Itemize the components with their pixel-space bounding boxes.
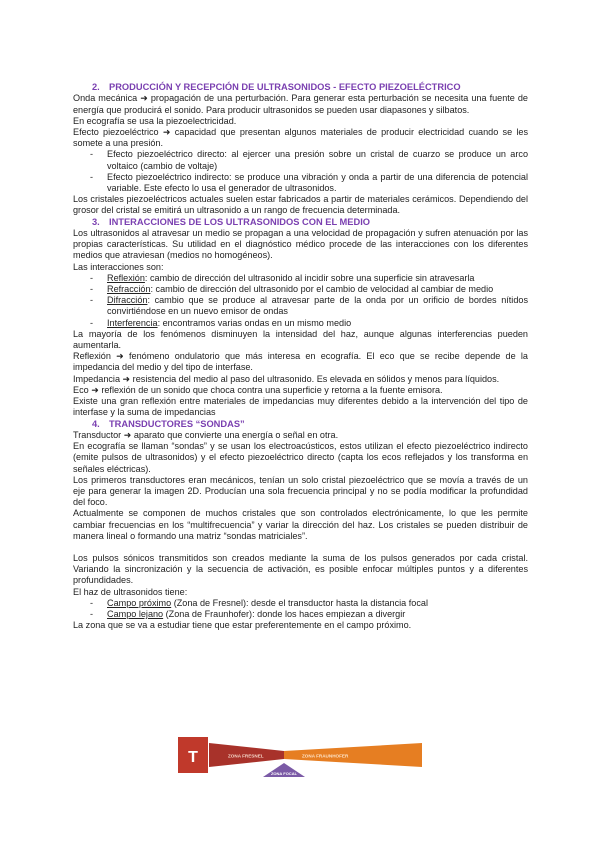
- list-item: - Interferencia: encontramos varias ondas en un mismo medio: [90, 317, 352, 328]
- section-4-heading: 4. TRANSDUCTORES “SONDAS”: [92, 418, 245, 429]
- list-item: - Difracción: cambio que se produce al atravesar parte de la onda por un orificio de bordes nítidos convirtiéndose en un nuevo emisor de ondas: [90, 295, 528, 317]
- paragraph: La mayoría de los fenómenos disminuyen la intensidad del haz, aunque algunas interferencias pueden aumentarla.: [73, 328, 528, 351]
- bullet-list: [73, 598, 528, 620]
- paragraph: Los pulsos sónicos transmitidos son creados mediante la suma de los pulsos generados por cada cristal. Variando la sincronización y la secuencia de activación, es posible enfocar múltiples puntos y a diferentes profundidades.: [73, 552, 528, 586]
- paragraph: Actualmente se componen de muchos cristales que son controlados electrónicamente, lo que les permite cambiar frecuencias en los “multifrecuencia” y variar la dirección del haz. Los cristales se pueden distribuir de manera lineal o formando una matriz “sondas matriciales”.: [73, 508, 528, 541]
- list-item: - Refracción: cambio de dirección del ultrasonido por el cambio de velocidad al cambiar de medio: [90, 284, 494, 295]
- near-field-label: ZONA FRESNEL: [228, 753, 264, 759]
- section-3-heading: 3. INTERACCIONES DE LOS ULTRASONIDOS CON EL MEDIO: [92, 216, 371, 227]
- paragraph: Los cristales piezoeléctricos actuales suelen estar fabricados a partir de materiales cerámicos. Dependiendo del grosor del cristal se emitirá un ultrasonido a un rango de frecuencia determinada.: [73, 194, 528, 216]
- list-item: - Campo próximo (Zona de Fresnel): desde el transductor hasta la distancia focal: [90, 597, 428, 608]
- paragraph: En ecografía se usa la piezoelectricidad.: [73, 115, 237, 126]
- ultrasound-beam-diagram: [178, 737, 422, 801]
- paragraph: Las interacciones son:: [73, 261, 164, 272]
- far-field-label: ZONA FRAUNHOFER: [302, 753, 349, 759]
- list-item: - Efecto piezoeléctrico indirecto: se produce una vibración y onda a partir de una diferencia de potencial variable. Este efecto lo usa el generador de ultrasonidos.: [90, 171, 528, 194]
- paragraph: Onda mecánica ➜ propagación de una perturbación. Para generar esta perturbación se necesita una fuente de energía que producirá el sonido. Para producir ultrasonidos se pueden usar diapasones y silbatos.: [73, 93, 528, 115]
- transducer-letter: T: [188, 749, 198, 766]
- paragraph: Reflexión ➜ fenómeno ondulatorio que más interesa en ecografía. El eco que se recibe depende de la impedancia del medio y del tipo de interfase.: [73, 351, 528, 373]
- paragraph: En ecografía se llaman “sondas” y se usan los electroacústicos, estos utilizan el efecto piezoeléctrico indirecto (emite pulsos de ultrasonidos) y el efecto piezoeléctrico directo (capta los ecos reflejados y los transforma en señales eléctricas).: [73, 441, 528, 474]
- bullet-list: [73, 149, 528, 194]
- paragraph: Impedancia ➜ resistencia del medio al paso del ultrasonido. Es elevada en sólidos y menos para líquidos.: [73, 373, 500, 384]
- section-2-heading: 2. PRODUCCIÓN Y RECEPCIÓN DE ULTRASONIDOS - EFECTO PIEZOELÉCTRICO: [92, 82, 461, 92]
- focal-zone-label: ZONA FOCAL: [270, 771, 298, 776]
- list-item: - Efecto piezoeléctrico directo: al ejercer una presión sobre un cristal de cuarzo se produce un arco voltaico (cambio de voltaje): [90, 149, 528, 171]
- paragraph: Transductor ➜ aparato que convierte una energía o señal en otra.: [73, 429, 339, 440]
- paragraph: Los primeros transductores eran mecánicos, tenían un solo cristal piezoeléctrico que se movía a través de un eje para generar la imagen 2D. Producían una sola frecuencia principal y no se podía modificar la profundidad del foco.: [73, 474, 528, 508]
- paragraph: Efecto piezoeléctrico ➜ capacidad que presentan algunos materiales de producir electricidad cuando se les somete a una presión.: [73, 127, 528, 149]
- document-body: [73, 82, 528, 631]
- paragraph: La zona que se va a estudiar tiene que estar preferentemente en el campo próximo.: [73, 620, 412, 631]
- list-item: - Reflexión: cambio de dirección del ultrasonido al incidir sobre una superficie sin atravesarla: [90, 272, 475, 283]
- paragraph: Los ultrasonidos al atravesar un medio se propagan a una velocidad de propagación y sufren atenuación por las propias características. Su utilidad en el diagnóstico médico procede de las interacciones con los diferentes medios que atraviesan (medios no homogéneos).: [73, 228, 528, 261]
- paragraph: Existe una gran reflexión entre materiales de impedancias muy diferentes debido a la intervención del tipo de interfase y la suma de impedancias: [73, 396, 528, 418]
- paragraph: El haz de ultrasonidos tiene:: [73, 586, 188, 597]
- paragraph: Eco ➜ reflexión de un sonido que choca contra una superficie y retorna a la fuente emisora.: [73, 384, 443, 395]
- list-item: - Campo lejano (Zona de Fraunhofer): donde los haces empiezan a divergir: [90, 608, 406, 619]
- bullet-list: [73, 273, 528, 329]
